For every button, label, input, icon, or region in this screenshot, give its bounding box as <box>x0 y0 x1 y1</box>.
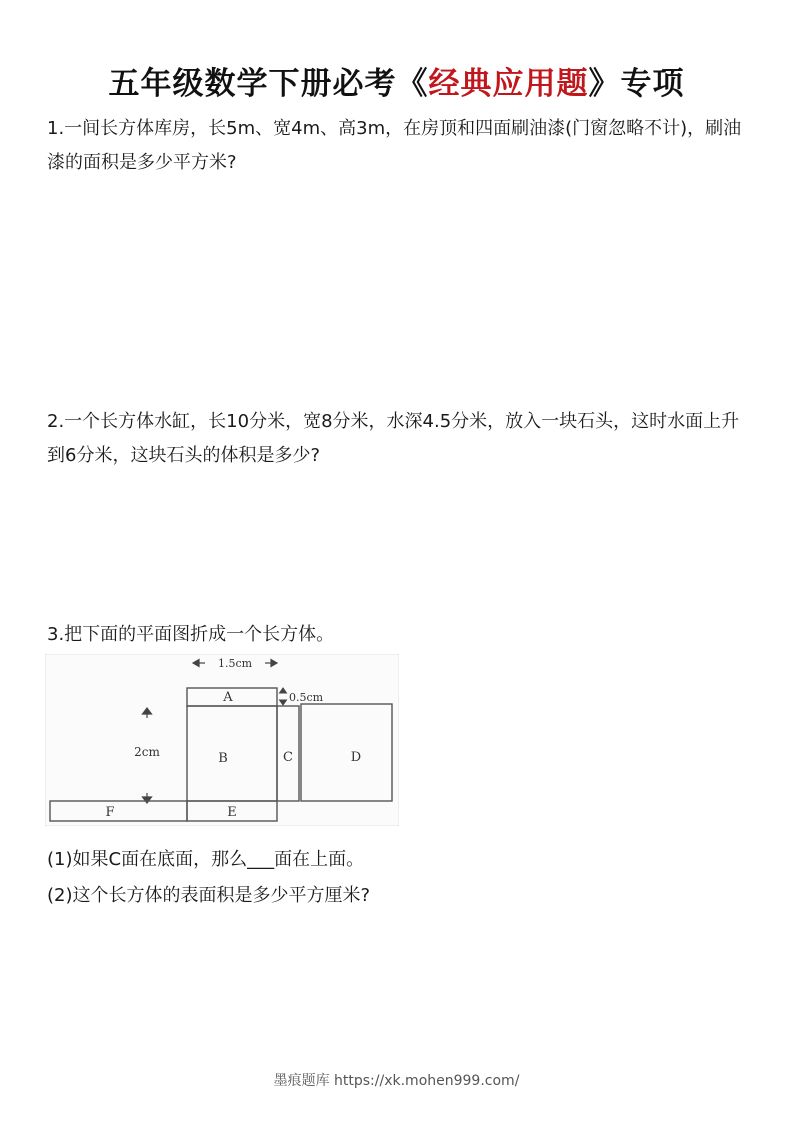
figure-frame <box>45 654 399 826</box>
title-suffix: 》专项 <box>588 66 685 102</box>
sub-question-2: (2)这个长方体的表面积是多少平方厘米? <box>47 885 371 906</box>
face-e-label: E <box>227 805 237 820</box>
dim-top-label: 1.5cm <box>217 657 253 670</box>
question-2: 2.一个长方体水缸，长10分米，宽8分米，水深4.5分米，放入一块石头，这时水面上升到6分米，这块石头的体积是多少? <box>47 411 740 466</box>
question-1: 1.一间长方体库房，长5m、宽4m、高3m，在房顶和四面刷油漆(门窗忽略不计)，刷油漆的面积是多少平方米? <box>47 118 742 173</box>
face-b-label: B <box>218 751 228 766</box>
face-a-label: A <box>223 690 233 705</box>
footer-watermark[interactable]: 墨痕题库 https://xk.mohen999.com/ <box>273 1073 520 1089</box>
dim-right-label: 0.5cm <box>289 691 324 704</box>
cuboid-net-figure <box>45 654 399 826</box>
dim-left-label: 2cm <box>134 745 160 759</box>
question-3: 3.把下面的平面图折成一个长方体。 <box>47 624 335 645</box>
page-title <box>0 58 793 103</box>
face-f-label: F <box>105 805 115 820</box>
title-prefix: 五年级数学下册必考《 <box>108 66 429 102</box>
sub-question-1: (1)如果C面在底面，那么___面在上面。 <box>47 849 365 870</box>
face-d-label: D <box>350 750 362 765</box>
title-highlight: 经典应用题 <box>428 66 589 102</box>
face-c-label: C <box>283 750 293 765</box>
